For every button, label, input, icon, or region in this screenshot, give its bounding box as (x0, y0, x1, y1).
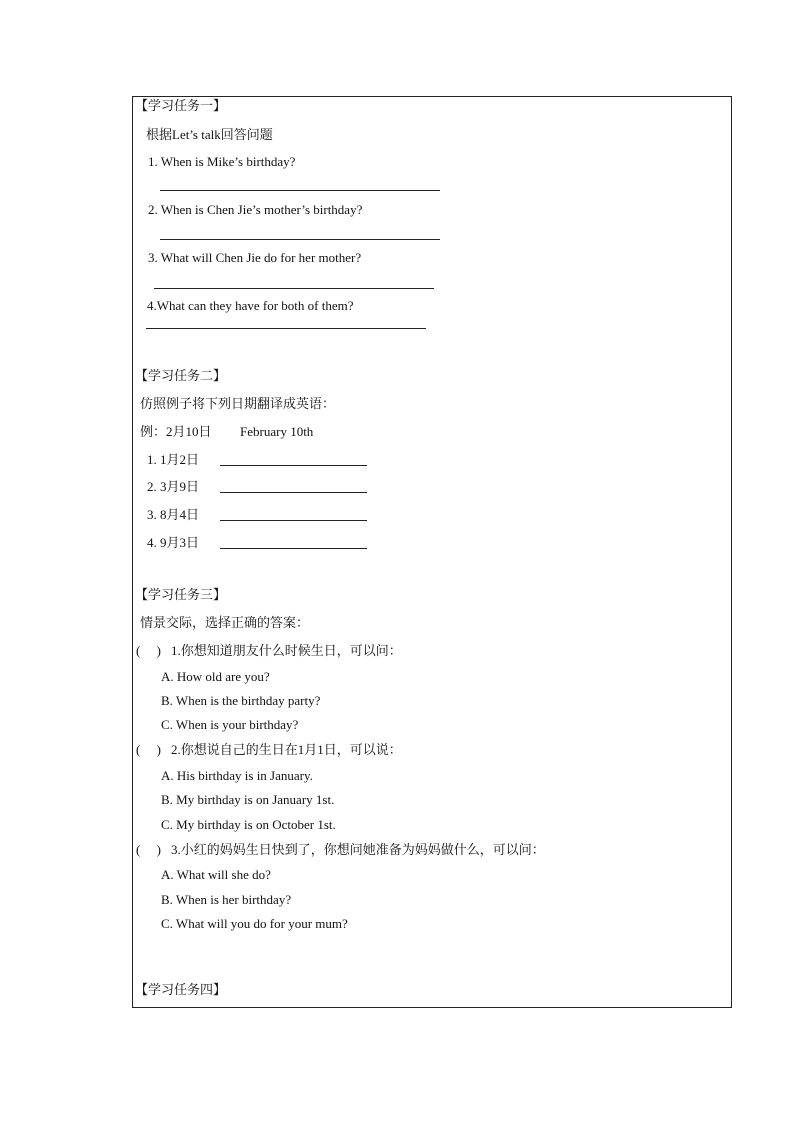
task1-question-3: 3. What will Chen Jie do for her mother? (148, 250, 362, 265)
task2-item-3: 3. 8月4日 (147, 507, 200, 522)
date-answer-line-4[interactable] (220, 548, 367, 549)
q1-option-c: C. When is your birthday? (161, 717, 299, 732)
q3-option-a: A. What will she do? (161, 867, 271, 882)
task3-question-3: 3.小红的妈妈生日快到了，你想问她准备为妈妈做什么，可以问： (171, 842, 545, 857)
date-answer-line-2[interactable] (220, 492, 367, 493)
q3-option-b: B. When is her birthday? (161, 892, 292, 907)
task2-item-4: 4. 9月3日 (147, 535, 200, 550)
task2-item-2: 2. 3月9日 (147, 479, 200, 494)
task2-example (140, 424, 313, 440)
task4-heading: 【学习任务四】 (135, 982, 227, 997)
task1-question-2: 2. When is Chen Jie’s mother’s birthday? (148, 202, 363, 217)
answer-line-1[interactable] (160, 190, 440, 191)
task3-question-1: 1.你想知道朋友什么时候生日，可以问： (171, 643, 402, 658)
task2-instruction: 仿照例子将下列日期翻译成英语： (140, 396, 336, 411)
task1-question-4: 4.What can they have for both of them? (147, 298, 354, 313)
task3-instruction: 情景交际，选择正确的答案： (140, 615, 310, 630)
example-label: 例：2月10日 (140, 424, 212, 439)
q2-option-c: C. My birthday is on October 1st. (161, 817, 336, 832)
q3-option-c: C. What will you do for your mum? (161, 916, 348, 931)
answer-line-2[interactable] (160, 239, 440, 240)
q1-option-b: B. When is the birthday party? (161, 693, 321, 708)
answer-line-3[interactable] (154, 288, 434, 289)
q1-option-a: A. How old are you? (161, 669, 270, 684)
task1-question-1: 1. When is Mike’s birthday? (148, 154, 296, 169)
task2-heading: 【学习任务二】 (135, 368, 227, 383)
task3-question-2: 2.你想说自己的生日在1月1日，可以说： (171, 742, 402, 757)
example-answer: February 10th (240, 424, 314, 439)
task2-item-1: 1. 1月2日 (147, 452, 200, 467)
answer-bracket-2[interactable]: ( ) (136, 742, 161, 757)
task3-heading: 【学习任务三】 (135, 587, 227, 602)
answer-bracket-3[interactable]: ( ) (136, 842, 161, 857)
date-answer-line-1[interactable] (220, 465, 367, 466)
task1-instruction: 根据Let’s talk回答问题 (146, 127, 273, 142)
answer-bracket-1[interactable]: ( ) (136, 643, 161, 658)
q2-option-b: B. My birthday is on January 1st. (161, 792, 335, 807)
q2-option-a: A. His birthday is in January. (161, 768, 313, 783)
task1-heading: 【学习任务一】 (135, 98, 227, 113)
answer-line-4[interactable] (146, 328, 426, 329)
date-answer-line-3[interactable] (220, 520, 367, 521)
